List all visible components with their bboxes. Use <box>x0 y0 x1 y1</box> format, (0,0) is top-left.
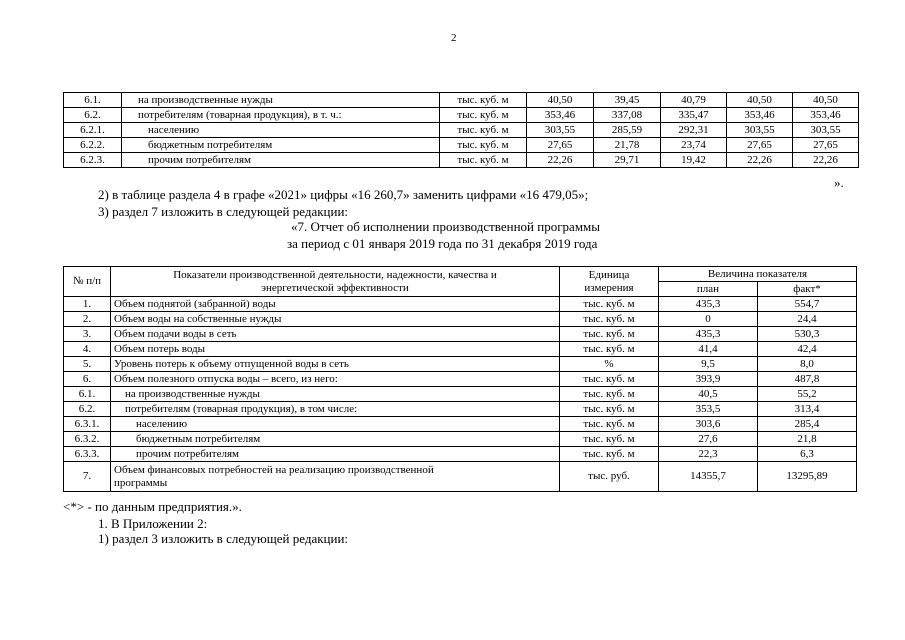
table-row <box>64 342 857 357</box>
table-cell-v3: 19,42 <box>661 153 727 168</box>
table-cell-v5: 303,55 <box>793 123 859 138</box>
table-cell-fact: 55,2 <box>758 387 857 402</box>
table-cell-num: 6.3.2. <box>64 432 111 447</box>
paragraph-3: 3) раздел 7 изложить в следующей редакции: <box>98 204 349 219</box>
table-cell-num: 2. <box>64 312 111 327</box>
table-cell-num: 6.1. <box>64 387 111 402</box>
table-cell-v1: 303,55 <box>527 123 594 138</box>
table-cell-name: бюджетным потребителям <box>122 138 440 153</box>
table-cell-indicator: Объем потерь воды <box>111 342 560 357</box>
table-cell-unit: тыс. куб. м <box>560 447 659 462</box>
table-cell-fact: 24,4 <box>758 312 857 327</box>
table-cell-num: 1. <box>64 297 111 312</box>
table-row <box>64 108 859 123</box>
table-cell-indicator: Объем подачи воды в сеть <box>111 327 560 342</box>
table-cell-unit: тыс. куб. м <box>560 402 659 417</box>
table-cell-fact: 554,7 <box>758 297 857 312</box>
header-indicator-line-1: Показатели производственной деятельности, надежности, качества и <box>173 268 497 281</box>
table-cell-num: 6. <box>64 372 111 387</box>
table-cell-fact: 21,8 <box>758 432 857 447</box>
table-cell-fact: 13295,89 <box>758 462 857 492</box>
table-row <box>64 297 857 312</box>
table-cell-unit: тыс. куб. м <box>560 297 659 312</box>
table-cell-indicator: бюджетным потребителям <box>111 432 560 447</box>
section-title-line-1: «7. Отчет об исполнении производственной программы <box>291 219 601 234</box>
table-cell-num: 7. <box>64 462 111 492</box>
production-program-report-table <box>63 266 857 492</box>
table-cell-name: прочим потребителям <box>122 153 440 168</box>
header-plan: план <box>659 282 758 297</box>
table-cell-unit: % <box>560 357 659 372</box>
table-cell-fact: 487,8 <box>758 372 857 387</box>
table-cell-plan: 14355,7 <box>659 462 758 492</box>
table-cell-num: 3. <box>64 327 111 342</box>
table-cell-v3: 335,47 <box>661 108 727 123</box>
table-cell-v4: 40,50 <box>727 93 793 108</box>
table-cell-unit: тыс. руб. <box>560 462 659 492</box>
table-row <box>64 357 857 372</box>
table-cell-fact: 6,3 <box>758 447 857 462</box>
table-cell-plan: 353,5 <box>659 402 758 417</box>
table-cell-plan: 303,6 <box>659 417 758 432</box>
table-cell-fact: 530,3 <box>758 327 857 342</box>
table-cell-indicator: Объем воды на собственные нужды <box>111 312 560 327</box>
table-cell-v4: 303,55 <box>727 123 793 138</box>
table-row <box>64 402 857 417</box>
table-cell-v4: 27,65 <box>727 138 793 153</box>
table-cell-unit: тыс. куб. м <box>440 123 527 138</box>
table-cell-num: 6.1. <box>64 93 122 108</box>
table-cell-indicator: потребителям (товарная продукция), в том числе: <box>111 402 560 417</box>
table-cell-unit: тыс. куб. м <box>440 153 527 168</box>
header-value-group: Величина показателя <box>659 267 857 282</box>
table-cell-indicator: Уровень потерь к объему отпущенной воды в сеть <box>111 357 560 372</box>
table-cell-num: 4. <box>64 342 111 357</box>
header-unit <box>560 267 659 297</box>
table-cell-num: 6.2. <box>64 108 122 123</box>
table-row <box>64 93 859 108</box>
table-cell-plan: 40,5 <box>659 387 758 402</box>
table-cell-plan: 435,3 <box>659 297 758 312</box>
table-cell-fact: 285,4 <box>758 417 857 432</box>
footnote: <*> - по данным предприятия.». <box>63 499 242 514</box>
header-indicator <box>111 267 560 297</box>
table-cell-plan: 0 <box>659 312 758 327</box>
table-cell-plan: 22,3 <box>659 447 758 462</box>
header-fact: факт* <box>758 282 857 297</box>
table-row <box>64 417 857 432</box>
table-cell-v1: 40,50 <box>527 93 594 108</box>
table-cell-fact: 313,4 <box>758 402 857 417</box>
table-cell-num: 5. <box>64 357 111 372</box>
table-row <box>64 153 859 168</box>
table-row <box>64 372 857 387</box>
table-row <box>64 447 857 462</box>
table-cell-plan: 41,4 <box>659 342 758 357</box>
table-cell-name: на производственные нужды <box>122 93 440 108</box>
table-cell-v2: 337,08 <box>594 108 661 123</box>
table-row <box>64 123 859 138</box>
table-row <box>64 327 857 342</box>
table-cell-unit: тыс. куб. м <box>560 327 659 342</box>
appendix-line-2: 1) раздел 3 изложить в следующей редакции: <box>98 531 349 546</box>
table-row <box>64 312 857 327</box>
table-cell-plan: 435,3 <box>659 327 758 342</box>
table-cell-v1: 22,26 <box>527 153 594 168</box>
table-row <box>64 138 859 153</box>
table-cell-indicator: Объем поднятой (забранной) воды <box>111 297 560 312</box>
table-cell-v1: 353,46 <box>527 108 594 123</box>
table-cell-v4: 353,46 <box>727 108 793 123</box>
table-row <box>64 387 857 402</box>
table-cell-unit: тыс. куб. м <box>560 417 659 432</box>
table-cell-unit: тыс. куб. м <box>560 372 659 387</box>
table-cell-v3: 40,79 <box>661 93 727 108</box>
table-cell-unit: тыс. куб. м <box>440 93 527 108</box>
table-cell-indicator <box>111 462 560 492</box>
header-unit-line-2: измерения <box>584 281 634 294</box>
table-cell-plan: 393,9 <box>659 372 758 387</box>
page-number: 2 <box>451 32 457 44</box>
table-cell-num: 6.2.2. <box>64 138 122 153</box>
table-cell-v2: 285,59 <box>594 123 661 138</box>
table-cell-num: 6.2.3. <box>64 153 122 168</box>
table-cell-v5: 27,65 <box>793 138 859 153</box>
table-cell-num: 6.2.1. <box>64 123 122 138</box>
appendix-line-1: 1. В Приложении 2: <box>98 516 208 531</box>
paragraph-2: 2) в таблице раздела 4 в графе «2021» цифры «16 260,7» заменить цифрами «16 479,05»; <box>98 187 589 202</box>
table-cell-fact: 8,0 <box>758 357 857 372</box>
table-cell-num: 6.3.3. <box>64 447 111 462</box>
table-cell-v2: 39,45 <box>594 93 661 108</box>
section-title-line-2: за период с 01 января 2019 года по 31 декабря 2019 года <box>287 236 598 251</box>
table-cell-num: 6.2. <box>64 402 111 417</box>
table-cell-v2: 21,78 <box>594 138 661 153</box>
table-cell-name: потребителям (товарная продукция), в т. ч.: <box>122 108 440 123</box>
table-cell-plan: 9,5 <box>659 357 758 372</box>
table-cell-num: 6.3.1. <box>64 417 111 432</box>
table-cell-v5: 22,26 <box>793 153 859 168</box>
table-cell-v3: 23,74 <box>661 138 727 153</box>
closing-quote-mark: ». <box>834 175 844 190</box>
table-cell-indicator: Объем полезного отпуска воды – всего, из него: <box>111 372 560 387</box>
header-indicator-line-2: энергетической эффективности <box>261 281 409 294</box>
table-cell-unit: тыс. куб. м <box>560 312 659 327</box>
table-cell-unit: тыс. куб. м <box>440 108 527 123</box>
table-cell-v4: 22,26 <box>727 153 793 168</box>
header-num: № п/п <box>64 267 111 297</box>
table-cell-v5: 353,46 <box>793 108 859 123</box>
table-cell-v1: 27,65 <box>527 138 594 153</box>
table-cell-v5: 40,50 <box>793 93 859 108</box>
table-cell-unit: тыс. куб. м <box>560 387 659 402</box>
table-cell-plan: 27,6 <box>659 432 758 447</box>
table-cell-indicator: на производственные нужды <box>111 387 560 402</box>
last-row-name-line-1: Объем финансовых потребностей на реализацию производственной <box>114 463 434 476</box>
table-cell-v2: 29,71 <box>594 153 661 168</box>
last-row-name-line-2: программы <box>114 476 168 489</box>
continued-table <box>63 92 859 168</box>
table-cell-unit: тыс. куб. м <box>560 342 659 357</box>
table-cell-unit: тыс. куб. м <box>440 138 527 153</box>
table-cell-name: населению <box>122 123 440 138</box>
table-cell-unit: тыс. куб. м <box>560 432 659 447</box>
table-cell-v3: 292,31 <box>661 123 727 138</box>
table-cell-fact: 42,4 <box>758 342 857 357</box>
table-cell-indicator: прочим потребителям <box>111 447 560 462</box>
header-unit-line-1: Единица <box>588 268 630 281</box>
table-cell-indicator: населению <box>111 417 560 432</box>
table-row <box>64 432 857 447</box>
